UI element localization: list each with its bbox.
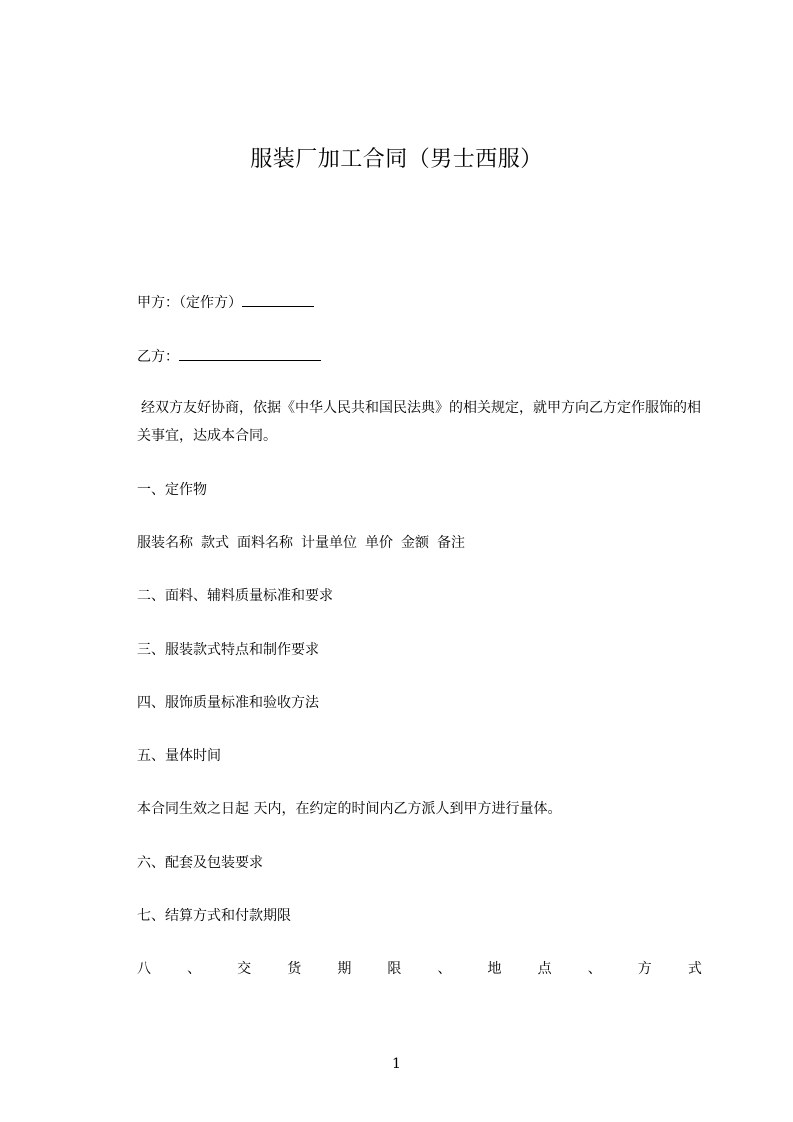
section-heading: 六、配套及包装要求 bbox=[137, 855, 263, 871]
heading-char: 期 bbox=[337, 961, 352, 977]
table-header-cell: 金额 bbox=[401, 535, 429, 551]
heading-char: 八 bbox=[137, 961, 151, 977]
party-b-blank bbox=[179, 347, 321, 361]
party-a-blank bbox=[242, 293, 314, 307]
party-b-label: 乙方： bbox=[137, 349, 179, 365]
section-heading: 一、定作物 bbox=[137, 482, 207, 498]
page-number: 1 bbox=[392, 1056, 401, 1072]
heading-char: 、 bbox=[187, 961, 202, 977]
measure-text: 本合同生效之日起 天内，在约定的时间内乙方派人到甲方进行量体。 bbox=[137, 801, 562, 817]
heading-char: 方 bbox=[637, 961, 652, 977]
table-header-cell: 计量单位 bbox=[301, 535, 357, 551]
document-title: 服装厂加工合同（男士西服） bbox=[250, 147, 543, 172]
heading-char: 、 bbox=[437, 961, 452, 977]
heading-char: 货 bbox=[287, 961, 302, 977]
heading-char: 地 bbox=[487, 961, 502, 977]
party-a-label: 甲方：（定作方） bbox=[137, 295, 242, 311]
heading-char: 限 bbox=[387, 961, 402, 977]
section-heading: 二、面料、辅料质量标准和要求 bbox=[137, 588, 333, 604]
table-header-cell: 面料名称 bbox=[237, 535, 293, 551]
section-heading-justified bbox=[137, 958, 702, 978]
section-heading: 七、结算方式和付款期限 bbox=[137, 908, 291, 924]
party-a-line bbox=[137, 292, 314, 312]
heading-char: 、 bbox=[587, 961, 602, 977]
section-heading: 四、服饰质量标准和验收方法 bbox=[137, 695, 319, 711]
table-header-cell: 服装名称 bbox=[137, 535, 193, 551]
table-header-cell: 备注 bbox=[437, 535, 465, 551]
table-header-cell: 单价 bbox=[365, 535, 393, 551]
heading-char: 点 bbox=[537, 961, 552, 977]
table-header-cell: 款式 bbox=[201, 535, 229, 551]
heading-char: 交 bbox=[237, 961, 252, 977]
intro-paragraph: 经双方友好协商，依据《中华人民共和国民法典》的相关规定，就甲方向乙方定作服饰的相关事宜，达成本合同。 bbox=[137, 400, 701, 444]
party-b-line bbox=[137, 346, 321, 366]
section-heading: 五、量体时间 bbox=[137, 748, 221, 764]
table-header-row bbox=[137, 532, 465, 552]
section-heading: 三、服装款式特点和制作要求 bbox=[137, 642, 319, 658]
heading-char: 式 bbox=[687, 961, 702, 977]
